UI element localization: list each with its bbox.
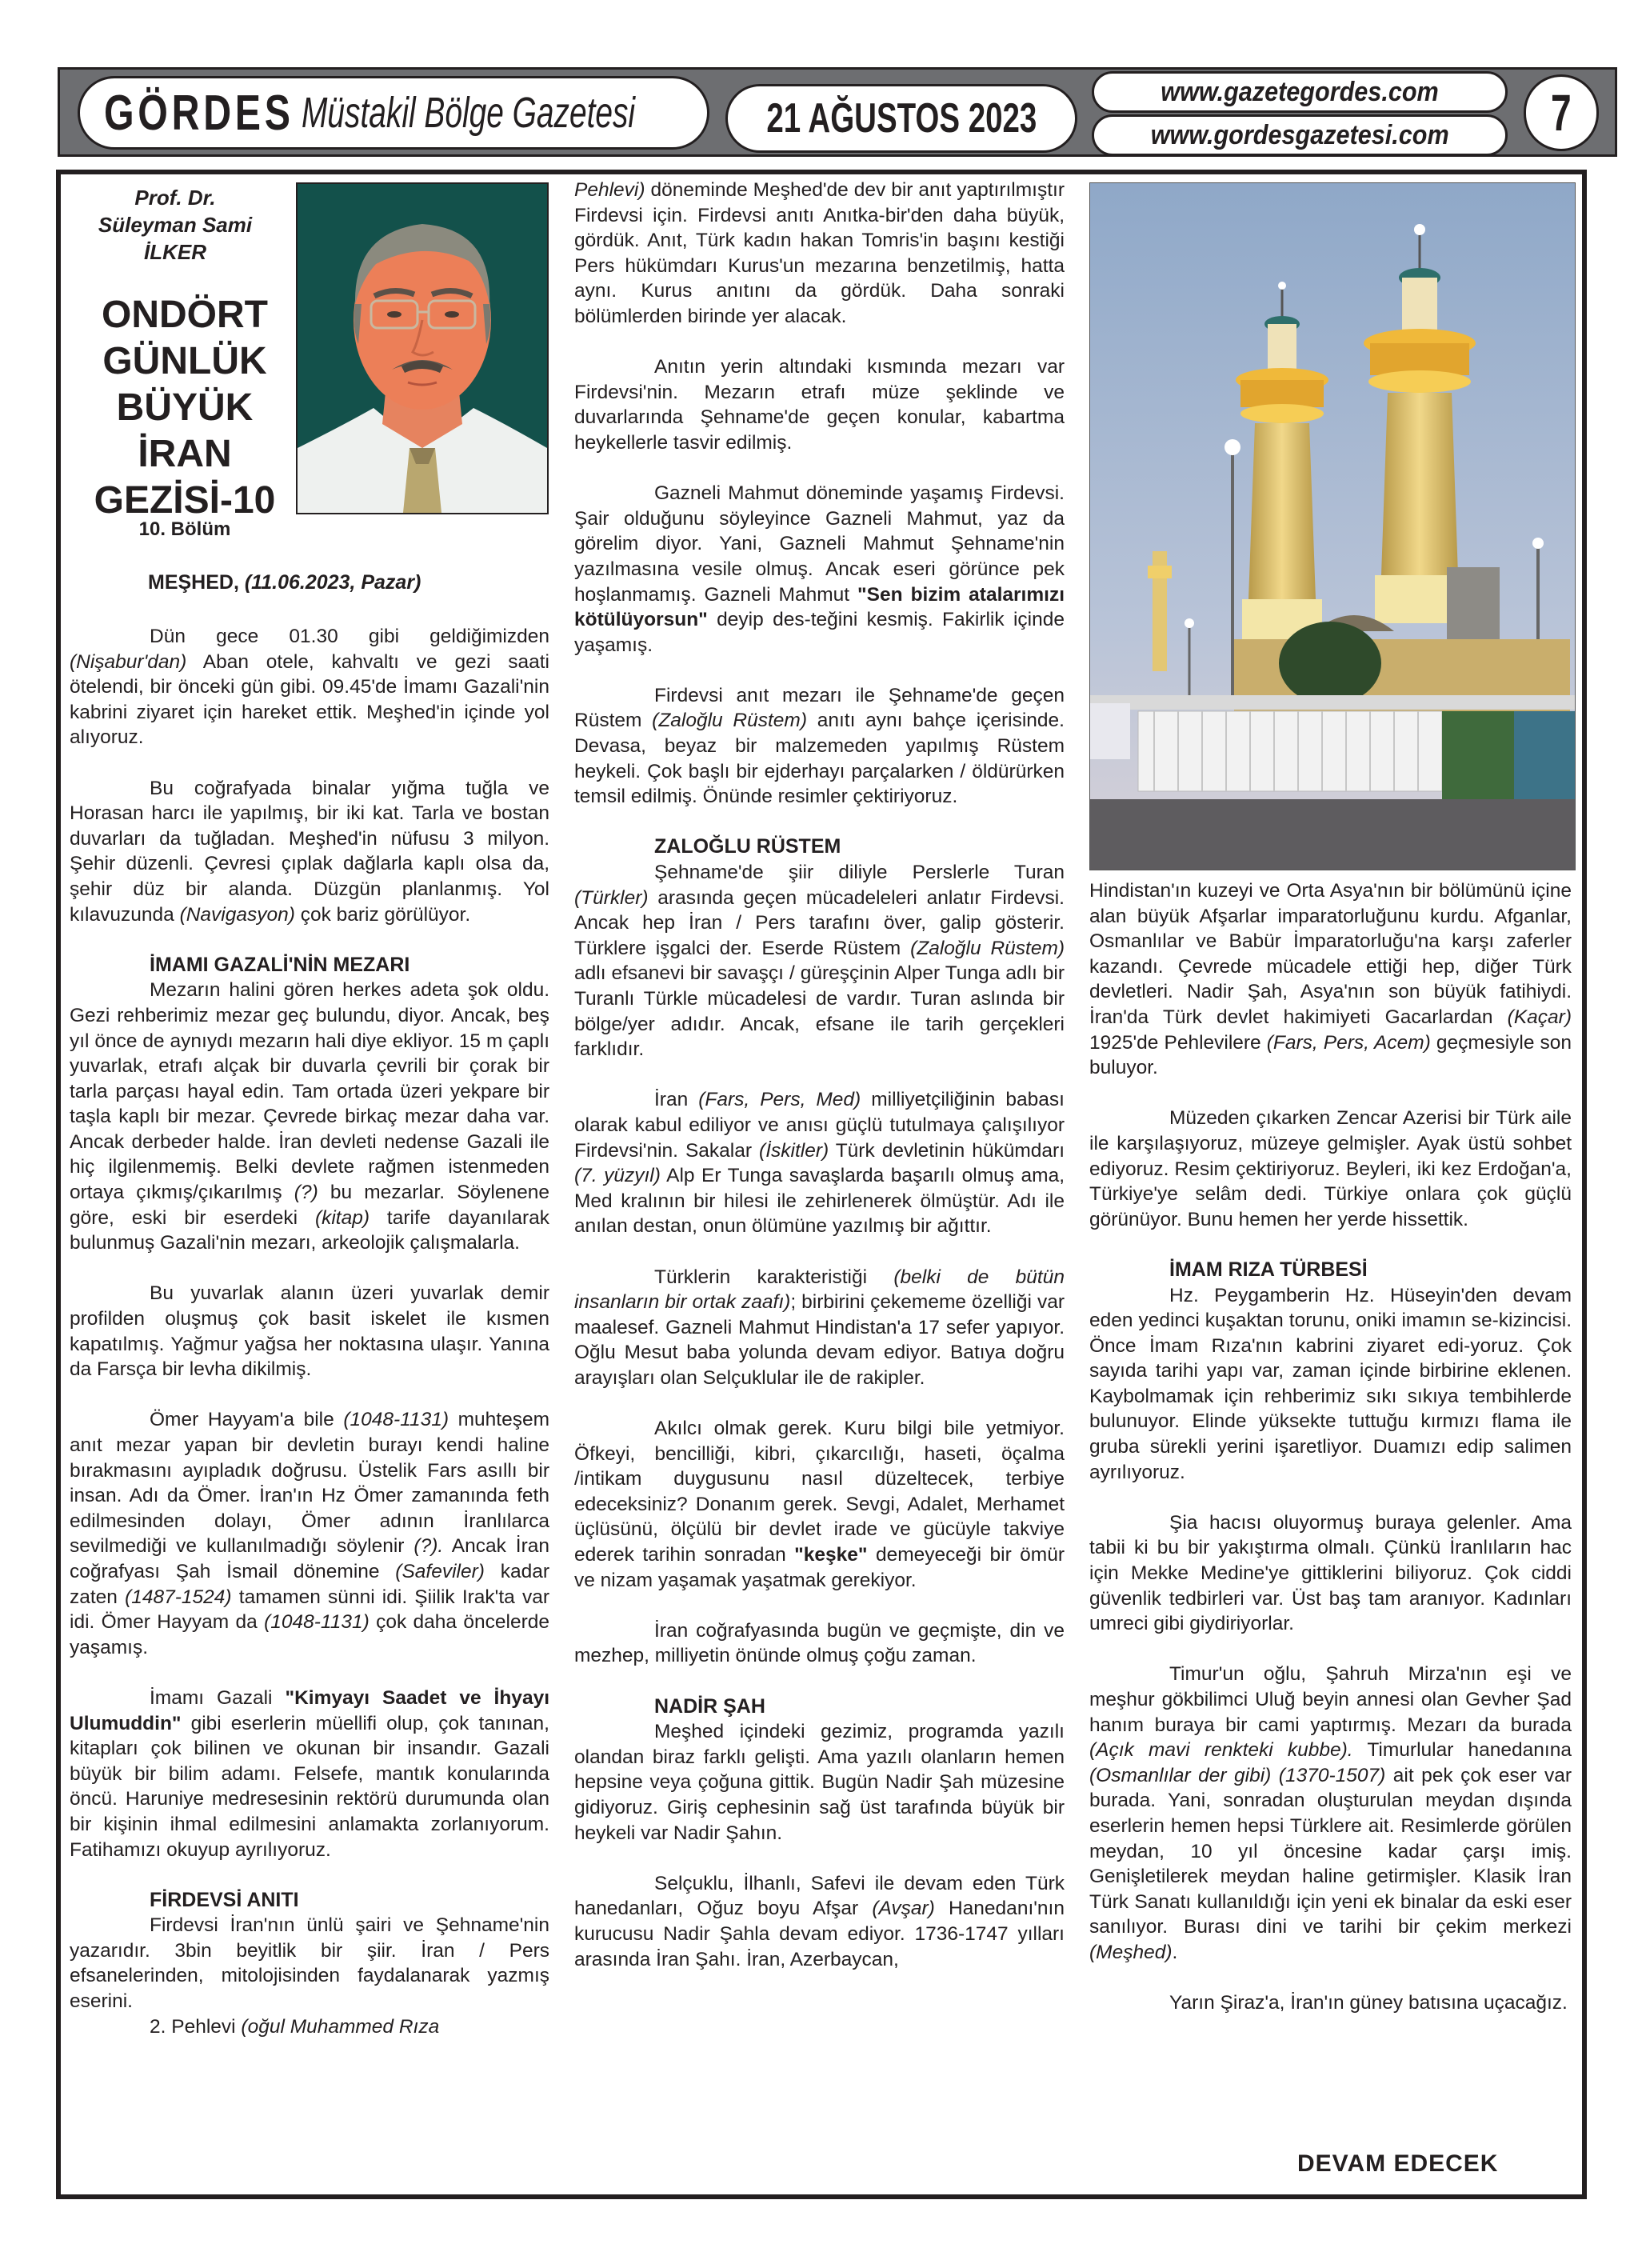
- italic-text: (Fars, Pers, Acem): [1266, 1031, 1431, 1054]
- text-run: Timurlular hanedanına: [1352, 1739, 1572, 1762]
- article-paragraph: [70, 1686, 549, 1862]
- article-paragraph: [574, 1618, 1065, 1669]
- text-run: Türklerin karakteristiği: [654, 1266, 894, 1288]
- article-headline: [80, 292, 290, 524]
- article-paragraph: [574, 1087, 1065, 1239]
- article-paragraph: [574, 1719, 1065, 1846]
- article-paragraph: [574, 178, 1065, 330]
- text-run: Firdevsi anıt mezarı ile Şehname'de geçen Rüstem: [574, 684, 1065, 732]
- italic-text: (İskitler): [759, 1139, 829, 1162]
- section-heading: İMAMI GAZALİ'NİN MEZARI: [150, 953, 410, 976]
- continued-label: DEVAM EDECEK: [1297, 2150, 1499, 2177]
- bold-text: "Sen bizim atalarımızı kötülüyorsun": [574, 583, 1065, 631]
- article-paragraph: [1089, 1990, 1572, 2016]
- text-run: Anıtın yerin altındaki kısmında mezarı var Firdevsi'nin. Mezarın etrafı müze şeklinde ve duvarlarında Şehname'de geçen konular, kabartma heykellerle tasvir edilmiş.: [574, 356, 1065, 454]
- article-paragraph: [1089, 1510, 1572, 1637]
- article-paragraph: [574, 1871, 1065, 1972]
- italic-text: Pehlevi): [574, 179, 645, 201]
- text-run: Aban otele, kahvaltı ve gezi saati ötelendi, bir önceki gün gibi. 09.45'de İmamı Gazali'nin kabrini ziyaret için hareket ettik. Meşhed'in içinde yol alıyoruz.: [70, 650, 549, 749]
- text-run: Şehname'de şiir diliyle Perslerle Turan: [654, 862, 1065, 884]
- text-run: gibi eserlerin müellifi olup, çok tanınan, kitapları çok bilinen ve okunan bir insandır. Gazali büyük bir bilim adamı. Felsefe, mantık konularında öncü. Haruniye medresesinin rektörü durumunda olan bir kişinin ihmal edilmesini anlamakta zorlanıyorum. Fatihamızı okuyup ayrılıyoruz.: [70, 1712, 549, 1861]
- italic-text: (1048-1131): [343, 1409, 449, 1431]
- dateline-date: (11.06.2023, Pazar): [244, 571, 421, 594]
- text-run: adlı efsanevi bir savaşçı / güreşçinin Alper Tunga adlı bir Turanlı Türkle mücadelesi de vardır. Turan aslında bir bölge/yer adıdır. Ancak, efsane ile tarih gerçekleri farklıdır.: [574, 962, 1065, 1061]
- article-column-right: [1089, 878, 1572, 2016]
- text-run: bu mezarlar. Söylenene göre, eski bir eserdeki: [70, 1182, 550, 1229]
- text-run: Hanedanı'nın kurucusu Nadir Şahla devam ediyor. 1736-1747 yılları arasında İran Şahı. İran, Azerbaycan,: [574, 1898, 1065, 1970]
- text-run: çok daha öncelerde yaşamış.: [70, 1611, 550, 1658]
- text-run: Ancak İran coğrafyası Şah İsmail dönemine: [70, 1535, 549, 1582]
- masthead: [58, 67, 1617, 157]
- text-run: muhteşem anıt mezar yapan bir devletin burayı kendi haline bırakmasını ayıpladık doğrusu. Üstelik Fars asıllı bir insan. Adı da Ömer. İran'ın Hz Ömer zamanında feth edilmesinden dolayı, Ömer adının İranlılarca sevilmediği ve kullanılmadığı söylenir: [70, 1409, 549, 1558]
- article-paragraph: [1089, 878, 1572, 1081]
- text-run: İran coğrafyasında bugün ve geçmişte, din ve mezhep, milliyetin önünde olmuş çoğu zaman.: [574, 1619, 1065, 1667]
- page-number-badge: [1524, 74, 1599, 151]
- text-run: Mezarın halini gören herkes adeta şok oldu. Gezi rehberimiz mezar geç bulundu, diyor. Ancak, beş yıl önce de aynıydı mezarın hali diye ekliyor. 15 m çaplı yuvarlak, etrafı alçak bir duvarla çevrili bir çorak bir tarla parçası hayal edin. Tam ortada üzeri yekpare bir taşla kaplı bir mezar. Çevrede birkaç mezar daha var. Ancak derbeder halde. İran devleti nedense Gazali ile hiç ilgilenmemiş. Belki devlete rağmen istenmeden ortaya çıkmış/çıkarılmış: [70, 979, 549, 1204]
- article-paragraph: [70, 1281, 549, 1382]
- text-run: Akılcı olmak gerek. Kuru bilgi bile yetmiyor. Öfkeyi, bencilliği, kibri, çıkarcılığı, haseti, öçalma /intikam duygusunu nasıl düzeltecek, terbiye edeceksiniz? Donanım gerek. Sevgi, Adalet, Merhamet üçlüsünü, ölçülü bir devlet irade ve gücüyle takviye ederek tarihin sonradan: [574, 1418, 1065, 1566]
- headline-line: GÜNLÜK: [102, 340, 267, 382]
- masthead-date-pill: [725, 84, 1077, 153]
- text-run: Ömer Hayyam'a bile: [150, 1409, 344, 1431]
- article-paragraph: [574, 860, 1065, 1062]
- italic-text: (belki de bütün insanların bir ortak zaafı): [574, 1266, 1065, 1314]
- text-run: ait pek çok eser var burada. Yani, sonradan oluşturulan meydan dışında eserlerin hemen hepsi Türklere ait. Resimlerde görülen meydan, 10 yıl öncesine kadar çarşı imiş. Genişletilerek meydan haline getirmişler. Klasik İran Türk Sanatı kullanıldığı için yeni ek binalar da eski eser sanılıyor. Burası dini ve tarihi bir çekim merkezi: [1089, 1764, 1572, 1938]
- text-run: ; birbirini çekememe özelliği var maalesef. Gazneli Mahmut Hindistan'a 17 sefer yapıyor. Oğlu Mesut baba yolunda devam ediyor. Batıya doğru arayışları olan Selçuklular ile de rakipler.: [574, 1291, 1065, 1389]
- headline-line: İRAN: [138, 433, 232, 475]
- article-part-label: 10. Bölüm: [138, 518, 231, 540]
- dateline-place: MEŞHED,: [148, 571, 239, 594]
- text-run: tamamen sünni idi. Şiilik Irak'ta var idi. Ömer Hayyam da: [70, 1586, 549, 1634]
- italic-text: (Safeviler): [395, 1560, 485, 1582]
- italic-text: (?): [294, 1182, 318, 1204]
- italic-text: (Fars, Pers, Med): [698, 1089, 861, 1111]
- italic-text: (kitap): [314, 1206, 370, 1229]
- article-paragraph: [70, 1913, 549, 2014]
- text-run: Dün gece 01.30 gibi geldiğimizden: [150, 626, 549, 647]
- headline-line: ONDÖRT: [102, 294, 268, 336]
- italic-text: (Avşar): [872, 1898, 935, 1920]
- author-title: Prof. Dr.: [134, 186, 216, 210]
- italic-text: (Zaloğlu Rüstem): [910, 937, 1065, 959]
- article-paragraph: [574, 683, 1065, 810]
- author-byline: [70, 184, 280, 266]
- text-run: döneminde Meşhed'de dev bir anıt yaptırılmıştır Firdevsi için. Firdevsi anıtı Anıtka-bir'den daha büyük, gördük. Anıt, Türk kadın hakan Tomris'in başını kestiği Pers hükümdarı Kurus'un mezarına benzetilmiş, hatta aynı. Kurus anıtını da gördük. Daha sonraki bölümlerden birinde yer alacak.: [574, 179, 1065, 327]
- masthead-title-pill: [78, 76, 709, 150]
- headline-line: GEZİSİ-10: [94, 479, 276, 522]
- italic-text: (Meşhed): [1089, 1941, 1173, 1963]
- article-paragraph: [1089, 1106, 1572, 1232]
- text-run: 2. Pehlevi: [150, 2015, 242, 2038]
- text-run: Bu coğrafyada binalar yığma tuğla ve Horasan harcı ile yapılmış, bir iki kat. Tarla ve bostan duvarları da tuğladan. Meşhed'in nüfusu 3 milyon. Şehir düzenli. Çevresi çıplak dağlarla kaplı olsa da, şehir düz bir alanda. Düzgün planlanmış. Yol kılavuzunda: [70, 777, 549, 926]
- italic-text: (Navigasyon): [179, 903, 295, 926]
- author-surname: İLKER: [144, 240, 206, 264]
- text-run: kadar zaten: [70, 1560, 549, 1608]
- shrine-photo: [1089, 182, 1576, 870]
- article-paragraph: [70, 1407, 549, 1660]
- section-heading: FİRDEVSİ ANITI: [150, 1888, 299, 1911]
- website-link-secondary[interactable]: [1092, 114, 1508, 156]
- italic-text: (1487-1524): [125, 1586, 232, 1608]
- section-heading: ZALOĞLU RÜSTEM: [654, 835, 841, 858]
- text-run: Gazneli Mahmut döneminde yaşamış Firdevsi. Şair olduğunu söyleyince Gazneli Mahmut, yaz da görelim diyor. Yani, Gazneli Mahmut Şehname'nin yazılmasına vesile olmuş. Ancak eseri görünce pek hoşlanmamış. Gazneli Mahmut: [574, 482, 1065, 606]
- text-run: Alp Er Tunga savaşlarda başarılı olmuş ama, Med kralının bir hilesi ile zehirlenerek ölmüştür. Adı ile anılan destan, onun ölümüne yazılmış bir ağıttır.: [574, 1165, 1065, 1238]
- article-paragraph: [70, 624, 549, 750]
- italic-text: (1048-1131): [264, 1611, 370, 1634]
- text-run: Selçuklu, İlhanlı, Safevi ile devam eden Türk hanedanları, Oğuz boyu Afşar: [574, 1872, 1065, 1920]
- italic-text: (Zaloğlu Rüstem): [652, 710, 807, 732]
- issue-date: 21 AĞUSTOS 2023: [766, 95, 1037, 142]
- website-link-primary[interactable]: [1092, 71, 1508, 113]
- italic-text: (Türkler): [574, 886, 649, 909]
- text-run: İran: [654, 1089, 699, 1111]
- text-run: İmamı Gazali: [150, 1686, 286, 1709]
- italic-text: (Osmanlılar der gibi) (1370-1507): [1089, 1764, 1386, 1786]
- text-run: 1925'de Pehlevilere: [1089, 1031, 1267, 1054]
- article-column-left: [70, 624, 549, 2039]
- article-column-middle: [574, 178, 1065, 1972]
- author-name: Süleyman Sami: [98, 213, 253, 237]
- text-run: arasında geçen mücadeleleri anlatır Firdevsi. Ancak hep İran / Pers tarafını över, galip gösterir. Türklere işgalci der. Eserde Rüstem: [574, 886, 1065, 959]
- section-heading: İMAM RIZA TÜRBESİ: [1169, 1258, 1368, 1281]
- text-run: Meşhed içindeki gezimiz, programda yazılı olandan biraz farklı gelişti. Ama yazılı olanların hemen hepsine veya çoğuna gittik. Bugün Nadir Şah müzesine gidiyoruz. Giriş cephesinin sağ üst tarafında büyük bir heykeli var Nadir Şahın.: [574, 1721, 1065, 1844]
- article-paragraph: [70, 2014, 549, 2040]
- article-paragraph: [70, 776, 549, 928]
- website-url-secondary[interactable]: www.gordesgazetesi.com: [1150, 119, 1449, 150]
- italic-text: (?).: [413, 1535, 444, 1558]
- italic-text: (Kaçar): [1507, 1006, 1572, 1028]
- text-run: Yarın Şiraz'a, İran'ın güney batısına uçacağız.: [1169, 1992, 1568, 2014]
- article-paragraph: [1089, 1662, 1572, 1965]
- section-heading: NADİR ŞAH: [654, 1694, 765, 1718]
- website-url-primary[interactable]: www.gazetegordes.com: [1161, 76, 1439, 107]
- text-run: .: [1172, 1941, 1178, 1963]
- article-paragraph: [574, 1265, 1065, 1391]
- text-run: Hz. Peygamberin Hz. Hüseyin'den devam eden yedinci kuşaktan torunu, oniki imamın se-kizincisi. Önce İmam Rıza'nın kabrini ziyaret edi-yoruz. Çok sayıda tarihi yapı var, zaman içinde birbirine eklenen. Kaybolmamak için rehberimiz sıkı sıkıya tembihlerde bulunuyor. Elinde yüksekte tuttuğu kırmızı flama ile gruba sürekli yerini işaretliyor. Duamızı edip salimen ayrılıyoruz.: [1089, 1284, 1572, 1483]
- text-run: geçmesiyle son buluyor.: [1089, 1031, 1572, 1079]
- text-run: demeyeceği bir ömür ve nizam yaşamak yaşatmak gerekiyor.: [574, 1544, 1065, 1591]
- article-paragraph: [574, 354, 1065, 455]
- italic-text: (7. yüzyıl): [574, 1165, 661, 1187]
- text-run: milliyetçiliğinin babası olarak kabul ediliyor ve anısı güçlü tutulmaya çalışılıyor Firdevsi'nin. Sakalar: [574, 1089, 1065, 1162]
- newspaper-subtitle: Müstakil Bölge Gazetesi: [301, 89, 635, 137]
- text-run: deyip des-teğini kesmiş. Fakirlik içinde yaşamış.: [574, 609, 1065, 656]
- text-run: Türk devletinin hükümdarı: [829, 1139, 1065, 1162]
- italic-text: (Nişabur'dan): [70, 650, 187, 673]
- text-run: Hindistan'ın kuzeyi ve Orta Asya'nın bir bölümünü içine alan büyük Afşarlar imparatorluğunu kurdu. Afganlar, Osmanlılar ve Babür İmparatorluğu'na karşı zaferler kazandı. Çevrede mücadele ettiği hep, diğer Türk devletleri. Nadir Şah, Asya'nın son büyük fatihiydi. İran'da Türk devlet hakimiyeti Gacarlardan: [1089, 880, 1572, 1028]
- text-run: Müzeden çıkarken Zencar Azerisi bir Türk aile ile karşılaşıyoruz, müzeye gelmişler. Ayak üstü sohbet ediyoruz. Resim çektiriyoruz. Beyleri, iki kez Erdoğan'a, Türkiye'ye selâm dedi. Türkiye onlara çok güçlü görünüyor. Bunu hemen her yerde hissettik.: [1089, 1107, 1572, 1230]
- text-run: tarife dayanılarak bulunmuş Gazali'nin mezarı, arkeolojik çalışmalarla.: [70, 1206, 549, 1254]
- article-dateline: [148, 571, 421, 594]
- italic-text: (oğul Muhammed Rıza: [241, 2015, 440, 2038]
- author-portrait: [296, 182, 549, 514]
- bold-text: "Kimyayı Saadet ve İhyayı Ulumuddin": [70, 1686, 549, 1734]
- headline-line: BÜYÜK: [116, 386, 254, 429]
- text-run: Bu yuvarlak alanın üzeri yuvarlak demir profilden oluşmuş çok basit iskelet ile kısmen kapatılmış. Yağmur yağsa her noktasına ulaşır. Yanına da Farsça bir levha dikilmiş.: [70, 1282, 549, 1381]
- bold-text: "keşke": [794, 1544, 868, 1566]
- article-paragraph: [1089, 1283, 1572, 1486]
- text-run: Timur'un oğlu, Şahruh Mirza'nın eşi ve meşhur gökbilimci Uluğ beyin annesi olan Gevher Şad hanım buraya bir cami yaptırmış. Mezarı da burada: [1089, 1663, 1572, 1736]
- text-run: anıtı aynı bahçe içerisinde. Devasa, beyaz bir malzemeden yapılmış Rüstem heykeli. Çok başlı bir ejderhayı parçalarken / öldürürken temsil edilmiş. Önünde resimler çektiriyoruz.: [574, 710, 1065, 808]
- italic-text: (Açık mavi renkteki kubbe).: [1089, 1739, 1353, 1762]
- text-run: Şia hacısı oluyormuş buraya gelenler. Ama tabii ki bu bir yakıştırma olmalı. Çünkü İranlıların hac için Mekke Medine'ye gittiklerini biliyoruz. Çok ciddi güvenlik tedbirleri var. Üst baş tam aranıyor. Kadınları umreci gibi giydiriyorlar.: [1089, 1511, 1572, 1635]
- text-run: Firdevsi İran'nın ünlü şairi ve Şehname'nin yazarıdır. 3bin beyitlik bir şiir. İran / Pers efsanelerinden, mitolojisinden faydalanarak yazmış eserini.: [70, 1914, 549, 2013]
- newspaper-brand: GÖRDES: [104, 85, 294, 141]
- article-paragraph: [70, 978, 549, 1256]
- text-run: çok bariz görülüyor.: [294, 903, 471, 926]
- article-paragraph: [574, 1416, 1065, 1593]
- article-paragraph: [574, 481, 1065, 658]
- page-number: 7: [1551, 84, 1572, 142]
